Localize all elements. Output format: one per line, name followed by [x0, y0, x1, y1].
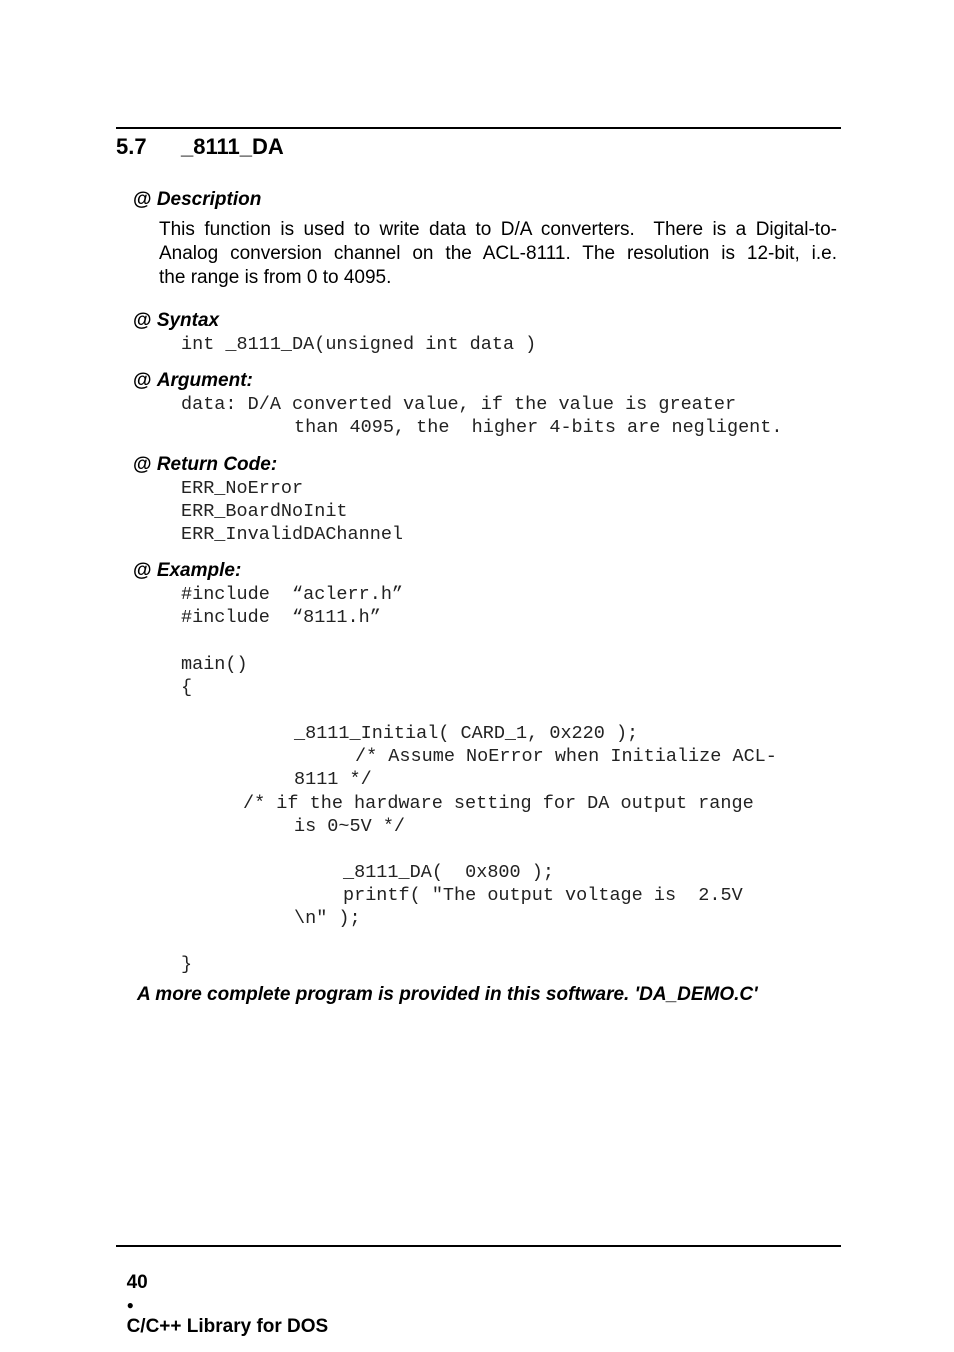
- argument-line-1: data: D/A converted value, if the value is greater: [181, 394, 737, 415]
- example-label: @ Example:: [133, 560, 242, 581]
- description-line: the range is from 0 to 4095.: [159, 267, 392, 288]
- example-da-call: _8111_DA( 0x800 );: [343, 862, 554, 883]
- top-rule: [116, 127, 841, 129]
- argument-label: @ Argument:: [133, 370, 253, 391]
- example-printf-a: printf( "The output voltage is 2.5V: [343, 885, 743, 906]
- page-number: 40: [126, 1272, 148, 1293]
- return-code-label: @ Return Code:: [133, 454, 278, 475]
- example-comment-1b: 8111 */: [294, 769, 372, 790]
- example-open-brace: {: [181, 677, 193, 698]
- description-text: [159, 218, 837, 290]
- description-line: This function is used to write data to D/A converters. There is a Digital-to-: [159, 219, 837, 240]
- example-comment-2a: /* if the hardware setting for DA output range: [243, 793, 754, 814]
- example-include-2: #include “8111.h”: [181, 607, 381, 628]
- return-code-item: ERR_BoardNoInit: [181, 501, 348, 522]
- example-comment-2b: is 0~5V */: [294, 816, 406, 837]
- syntax-code: int _8111_DA(unsigned int data ): [181, 334, 537, 355]
- section-number: 5.7: [116, 134, 147, 159]
- bullet-icon: ●: [126, 1297, 134, 1312]
- example-init-call: _8111_Initial( CARD_1, 0x220 );: [294, 723, 639, 744]
- example-comment-1a: /* Assume NoError when Initialize ACL-: [355, 746, 777, 767]
- program-note: A more complete program is provided in this software. 'DA_DEMO.C': [137, 984, 758, 1005]
- argument-line-2: than 4095, the higher 4-bits are negligent.: [294, 417, 783, 438]
- footer-rule: [116, 1245, 841, 1247]
- syntax-label: @ Syntax: [133, 310, 220, 331]
- example-main: main(): [181, 654, 248, 675]
- description-line: Analog conversion channel on the ACL-8111. The resolution is 12-bit, i.e.: [159, 243, 837, 264]
- example-close-brace: }: [181, 954, 193, 975]
- section-title: _8111_DA: [181, 134, 284, 159]
- footer: [116, 1250, 328, 1338]
- return-code-item: ERR_InvalidDAChannel: [181, 524, 404, 545]
- description-label: @ Description: [133, 189, 262, 210]
- footer-title: C/C++ Library for DOS: [126, 1316, 329, 1337]
- example-include-1: #include “aclerr.h”: [181, 584, 404, 605]
- return-code-item: ERR_NoError: [181, 478, 304, 499]
- example-printf-b: \n" );: [294, 908, 361, 929]
